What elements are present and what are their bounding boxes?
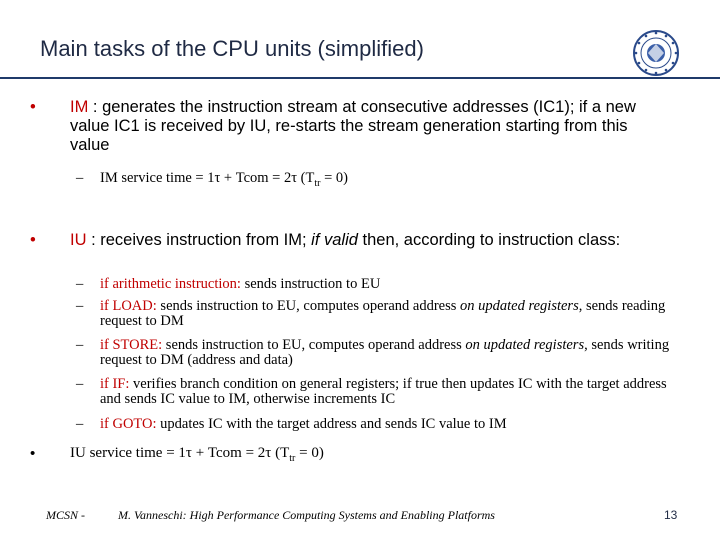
bullet-iu-service-time: • IU service time = 1τ + Tcom = 2τ $(T_{tr} = 0)$ <box>30 445 324 464</box>
bullet-im <box>30 98 670 158</box>
footer-course: MCSN - <box>46 508 85 522</box>
bullet-marker: • <box>30 231 36 249</box>
slide-title: Main tasks of the CPU units (simplified) <box>40 36 424 61</box>
university-seal-logo <box>626 28 686 78</box>
im-description: : generates the instruction stream at consecutive addresses (IC1); if a new value IC1 is received by IU, re-starts the stream generation starting from this value <box>70 98 636 154</box>
bullet-marker: • <box>30 445 36 462</box>
bullet-iu: • IU : receives instruction from IM; if valid then, according to instruction class: <box>30 231 621 249</box>
footer-author-title: M. Vanneschi: High Performance Computing Systems and Enabling Platforms <box>118 508 495 522</box>
iu-label: IU <box>70 231 87 249</box>
title-divider <box>0 77 720 79</box>
im-label: IM <box>70 98 89 116</box>
bullet-marker: • <box>30 98 36 116</box>
page-number: 13 <box>664 508 678 522</box>
